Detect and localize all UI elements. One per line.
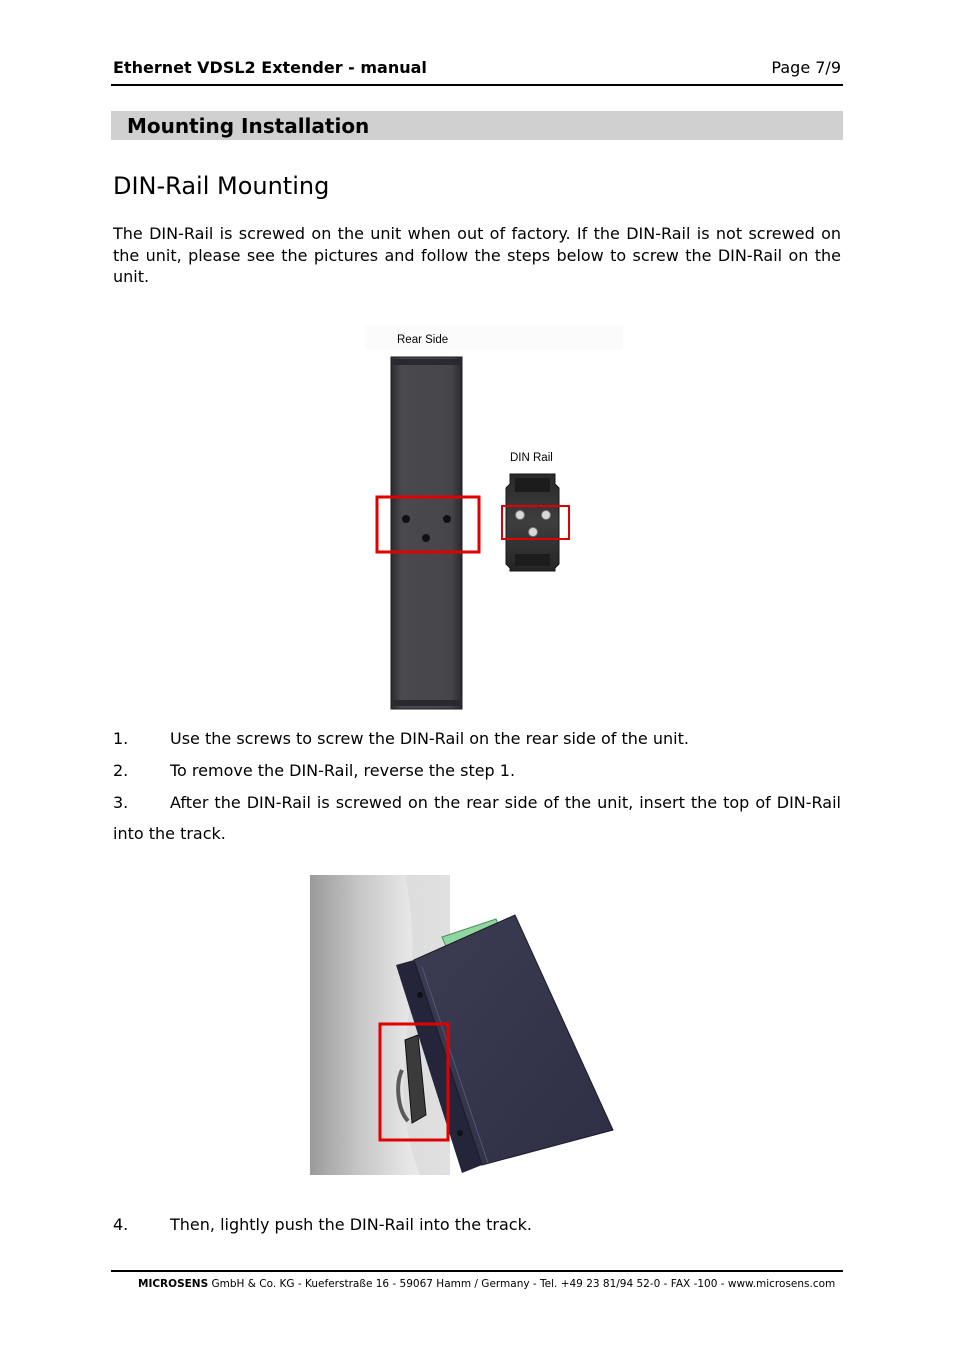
step-text: Then, lightly push the DIN-Rail into the track. xyxy=(170,1215,532,1234)
subsection-heading: DIN-Rail Mounting xyxy=(113,172,330,200)
section-header xyxy=(111,111,843,140)
step-number: 1. xyxy=(113,729,129,748)
page-number: Page 7/9 xyxy=(771,58,841,77)
document-title: Ethernet VDSL2 Extender - manual xyxy=(113,58,427,77)
footer-divider xyxy=(111,1270,843,1272)
footer-company: MICROSENS xyxy=(138,1278,209,1290)
step-1 xyxy=(113,723,841,754)
step-number: 2. xyxy=(113,761,129,780)
header-divider xyxy=(111,84,843,86)
rear-side-figure xyxy=(365,326,625,712)
step-text: Use the screws to screw the DIN-Rail on the rear side of the unit. xyxy=(170,729,689,748)
step-number: 3. xyxy=(113,793,129,812)
step-number: 4. xyxy=(113,1215,129,1234)
step-2 xyxy=(113,755,841,786)
footer-text xyxy=(138,1278,835,1290)
step-4 xyxy=(113,1209,841,1240)
footer-contact: GmbH & Co. KG - Kueferstraße 16 - 59067 Hamm / Germany - Tel. +49 23 81/94 52-0 - FAX -100 - www.microsens.com xyxy=(211,1278,836,1290)
step-text: To remove the DIN-Rail, reverse the step 1. xyxy=(170,761,516,780)
mounting-photo xyxy=(310,875,615,1175)
intro-paragraph: The DIN-Rail is screwed on the unit when out of factory. If the DIN-Rail is not screwed on the unit, please see the pictures and follow the steps below to screw the DIN-Rail on the unit. xyxy=(113,224,841,286)
din-rail-label: DIN Rail xyxy=(510,452,553,464)
rear-side-label: Rear Side xyxy=(397,334,449,346)
section-title: Mounting Installation xyxy=(127,114,370,138)
step-3 xyxy=(113,787,841,849)
step-text: After the DIN-Rail is screwed on the rear side of the unit, insert the top of DIN-Rail into the track. xyxy=(113,793,841,843)
